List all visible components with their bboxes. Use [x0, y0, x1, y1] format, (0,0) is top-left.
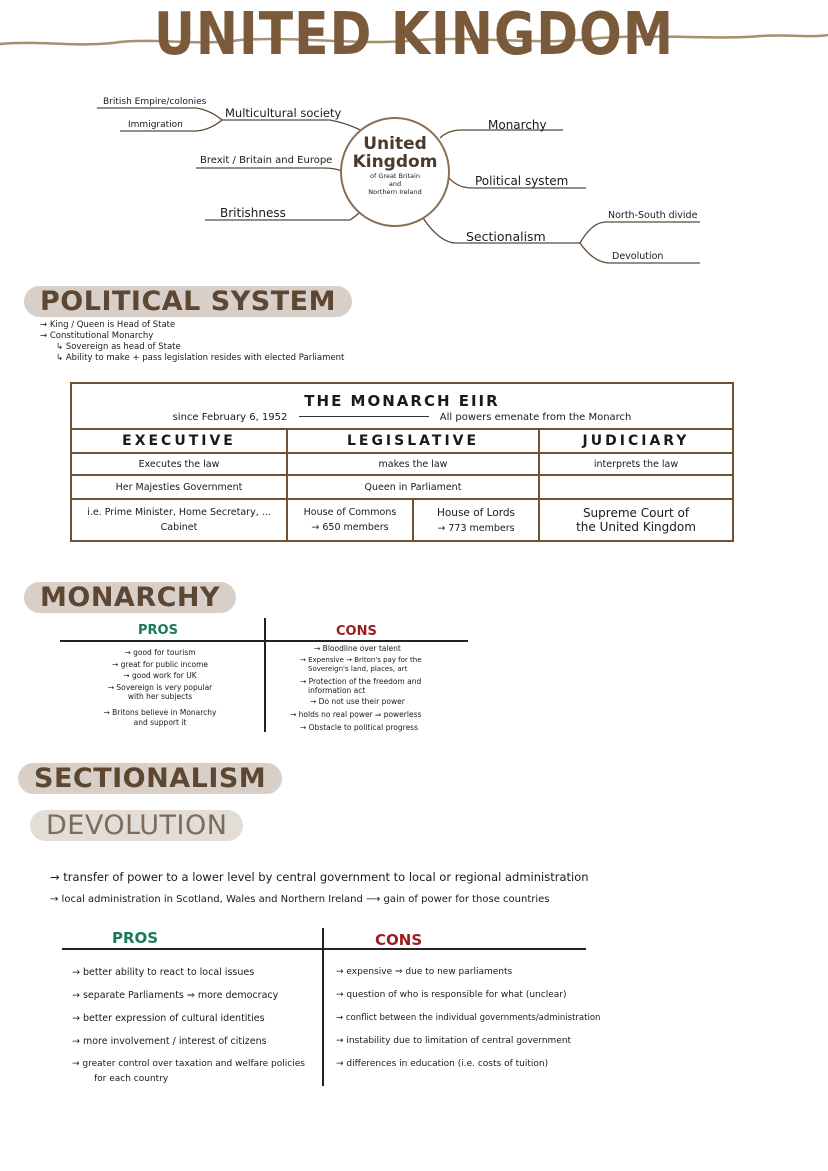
devolution-heading: DEVOLUTION: [30, 810, 243, 841]
devolution-heading-wrap: [30, 810, 243, 841]
sectionalism-heading-wrap: [18, 763, 282, 794]
list-item: → instability due to limitation of central government: [336, 1036, 572, 1046]
commons: House of Commons: [303, 507, 397, 518]
exec-cabinet: Cabinet: [160, 522, 198, 533]
monarchy-tchart-v: [264, 618, 266, 732]
court-line1: Supreme Court of: [582, 506, 690, 520]
mindmap-center: [341, 134, 449, 196]
list-item: for each country: [94, 1074, 169, 1084]
mm-britishness: Britishness: [220, 206, 286, 220]
lords: House of Lords: [436, 506, 516, 519]
devolution-def1: → transfer of power to a lower level by central government to local or regional administration: [50, 870, 589, 884]
list-item: → better expression of cultural identities: [72, 1013, 265, 1024]
monarchy-heading: MONARCHY: [24, 582, 236, 613]
list-item: → conflict between the individual governments/administration: [336, 1013, 601, 1023]
list-item: → Bloodline over talent: [314, 644, 401, 653]
exec-ie: i.e. Prime Minister, Home Secretary, ...: [87, 507, 271, 518]
court-cell: [539, 499, 733, 541]
mm-devolution: Devolution: [612, 251, 664, 262]
mm-brexit: Brexit / Britain and Europe: [200, 155, 333, 166]
list-item: → great for public income: [112, 659, 208, 669]
devolution-cons-title: CONS: [375, 931, 423, 949]
center-line2: Kingdom: [352, 152, 438, 172]
exec-role: Executes the law: [71, 453, 287, 475]
political-b3: ↳ Sovereign as head of State: [56, 342, 181, 352]
page-title: UNITED KINGDOM: [153, 0, 675, 69]
devolution-cons-list: [336, 961, 600, 1076]
monarch-arrow-line: [299, 416, 429, 417]
list-item: → good for tourism: [124, 648, 196, 657]
lords-cell: [413, 499, 539, 541]
sectionalism-heading: SECTIONALISM: [18, 763, 282, 794]
devolution-def2: → local administration in Scotland, Wales and Northern Ireland ⟶ gain of power for those countries: [50, 894, 550, 905]
monarchy-pros-list: [100, 647, 220, 727]
list-item: → Protection of the freedom and: [300, 677, 422, 686]
leg-role: makes the law: [287, 453, 539, 475]
list-item: → Do not use their power: [310, 697, 405, 706]
devolution-tchart-h: [62, 948, 586, 950]
mm-monarchy: Monarchy: [488, 118, 547, 132]
monarch-title: THE MONARCH EIIR: [304, 391, 500, 410]
mm-british-empire: British Empire/colonies: [103, 97, 207, 107]
lords-members: → 773 members: [437, 522, 515, 534]
commons-cell: [287, 499, 413, 541]
monarch-since-row: [72, 412, 732, 423]
list-item: → differences in education (i.e. costs of tuition): [336, 1059, 549, 1069]
judiciary-header: JUDICIARY: [539, 429, 733, 453]
center-sub3: Northern Ireland: [368, 188, 422, 196]
political-b1: → King / Queen is Head of State: [40, 320, 176, 330]
devolution-pros-title: PROS: [112, 929, 159, 947]
list-item: → expensive ⇒ due to new parliaments: [336, 967, 513, 977]
political-notes: [40, 320, 344, 364]
list-item: Sovereign's land, places, art: [308, 665, 408, 673]
monarchy-heading-wrap: [24, 582, 236, 613]
devolution-tchart-v: [322, 928, 324, 1086]
center-line1: United: [363, 134, 427, 154]
list-item: → question of who is responsible for what (unclear): [336, 990, 567, 1000]
executive-header: EXECUTIVE: [71, 429, 287, 453]
political-b4: ↳ Ability to make + pass legislation resides with elected Parliament: [56, 353, 345, 363]
list-item: → greater control over taxation and welfare policies: [72, 1059, 305, 1069]
jud-body-empty: [539, 475, 733, 499]
monarchy-pros-title: PROS: [138, 623, 178, 638]
monarch-powers: All powers emenate from the Monarch: [439, 411, 632, 423]
list-item: → more involvement / interest of citizens: [72, 1036, 267, 1047]
list-item: → Britons believe in Monarchy: [103, 708, 217, 717]
political-heading: POLITICAL SYSTEM: [24, 286, 352, 317]
mm-north-south: North-South divide: [608, 210, 698, 221]
list-item: → holds no real power ⇒ powerless: [290, 710, 422, 719]
monarchy-cons-list: [290, 644, 450, 732]
mm-sectionalism: Sectionalism: [466, 229, 546, 244]
list-item: with her subjects: [127, 692, 193, 701]
leg-body: Queen in Parliament: [287, 475, 539, 499]
monarch-since: since February 6, 1952: [172, 411, 288, 423]
devolution-pros-list: [72, 961, 305, 1082]
commons-members: → 650 members: [311, 522, 389, 533]
list-item: → Obstacle to political progress: [300, 723, 419, 732]
center-sub2: and: [388, 180, 402, 188]
list-item: and support it: [133, 717, 187, 727]
mm-political-system: Political system: [475, 174, 569, 188]
center-sub1: of Great Britain: [370, 172, 420, 180]
mm-multicultural: Multicultural society: [225, 106, 342, 120]
exec-body: Her Majesties Government: [71, 475, 287, 499]
legislative-header: LEGISLATIVE: [287, 429, 539, 453]
mm-immigration: Immigration: [128, 120, 183, 130]
list-item: information act: [308, 686, 366, 695]
political-b2: → Constitutional Monarchy: [40, 331, 154, 341]
list-item: → Expensive → Briton's pay for the: [300, 656, 422, 664]
monarch-cell: [71, 383, 733, 429]
list-item: → Sovereign is very popular: [107, 682, 213, 692]
list-item: → better ability to react to local issues: [72, 967, 255, 978]
monarchy-cons-title: CONS: [336, 624, 377, 639]
political-heading-wrap: [24, 286, 352, 317]
list-item: → separate Parliaments ⇒ more democracy: [72, 990, 279, 1001]
government-table: [70, 382, 734, 542]
jud-role: interprets the law: [539, 453, 733, 475]
exec-detail: [71, 499, 287, 541]
list-item: → good work for UK: [123, 671, 197, 680]
court-line2: the United Kingdom: [576, 520, 696, 534]
